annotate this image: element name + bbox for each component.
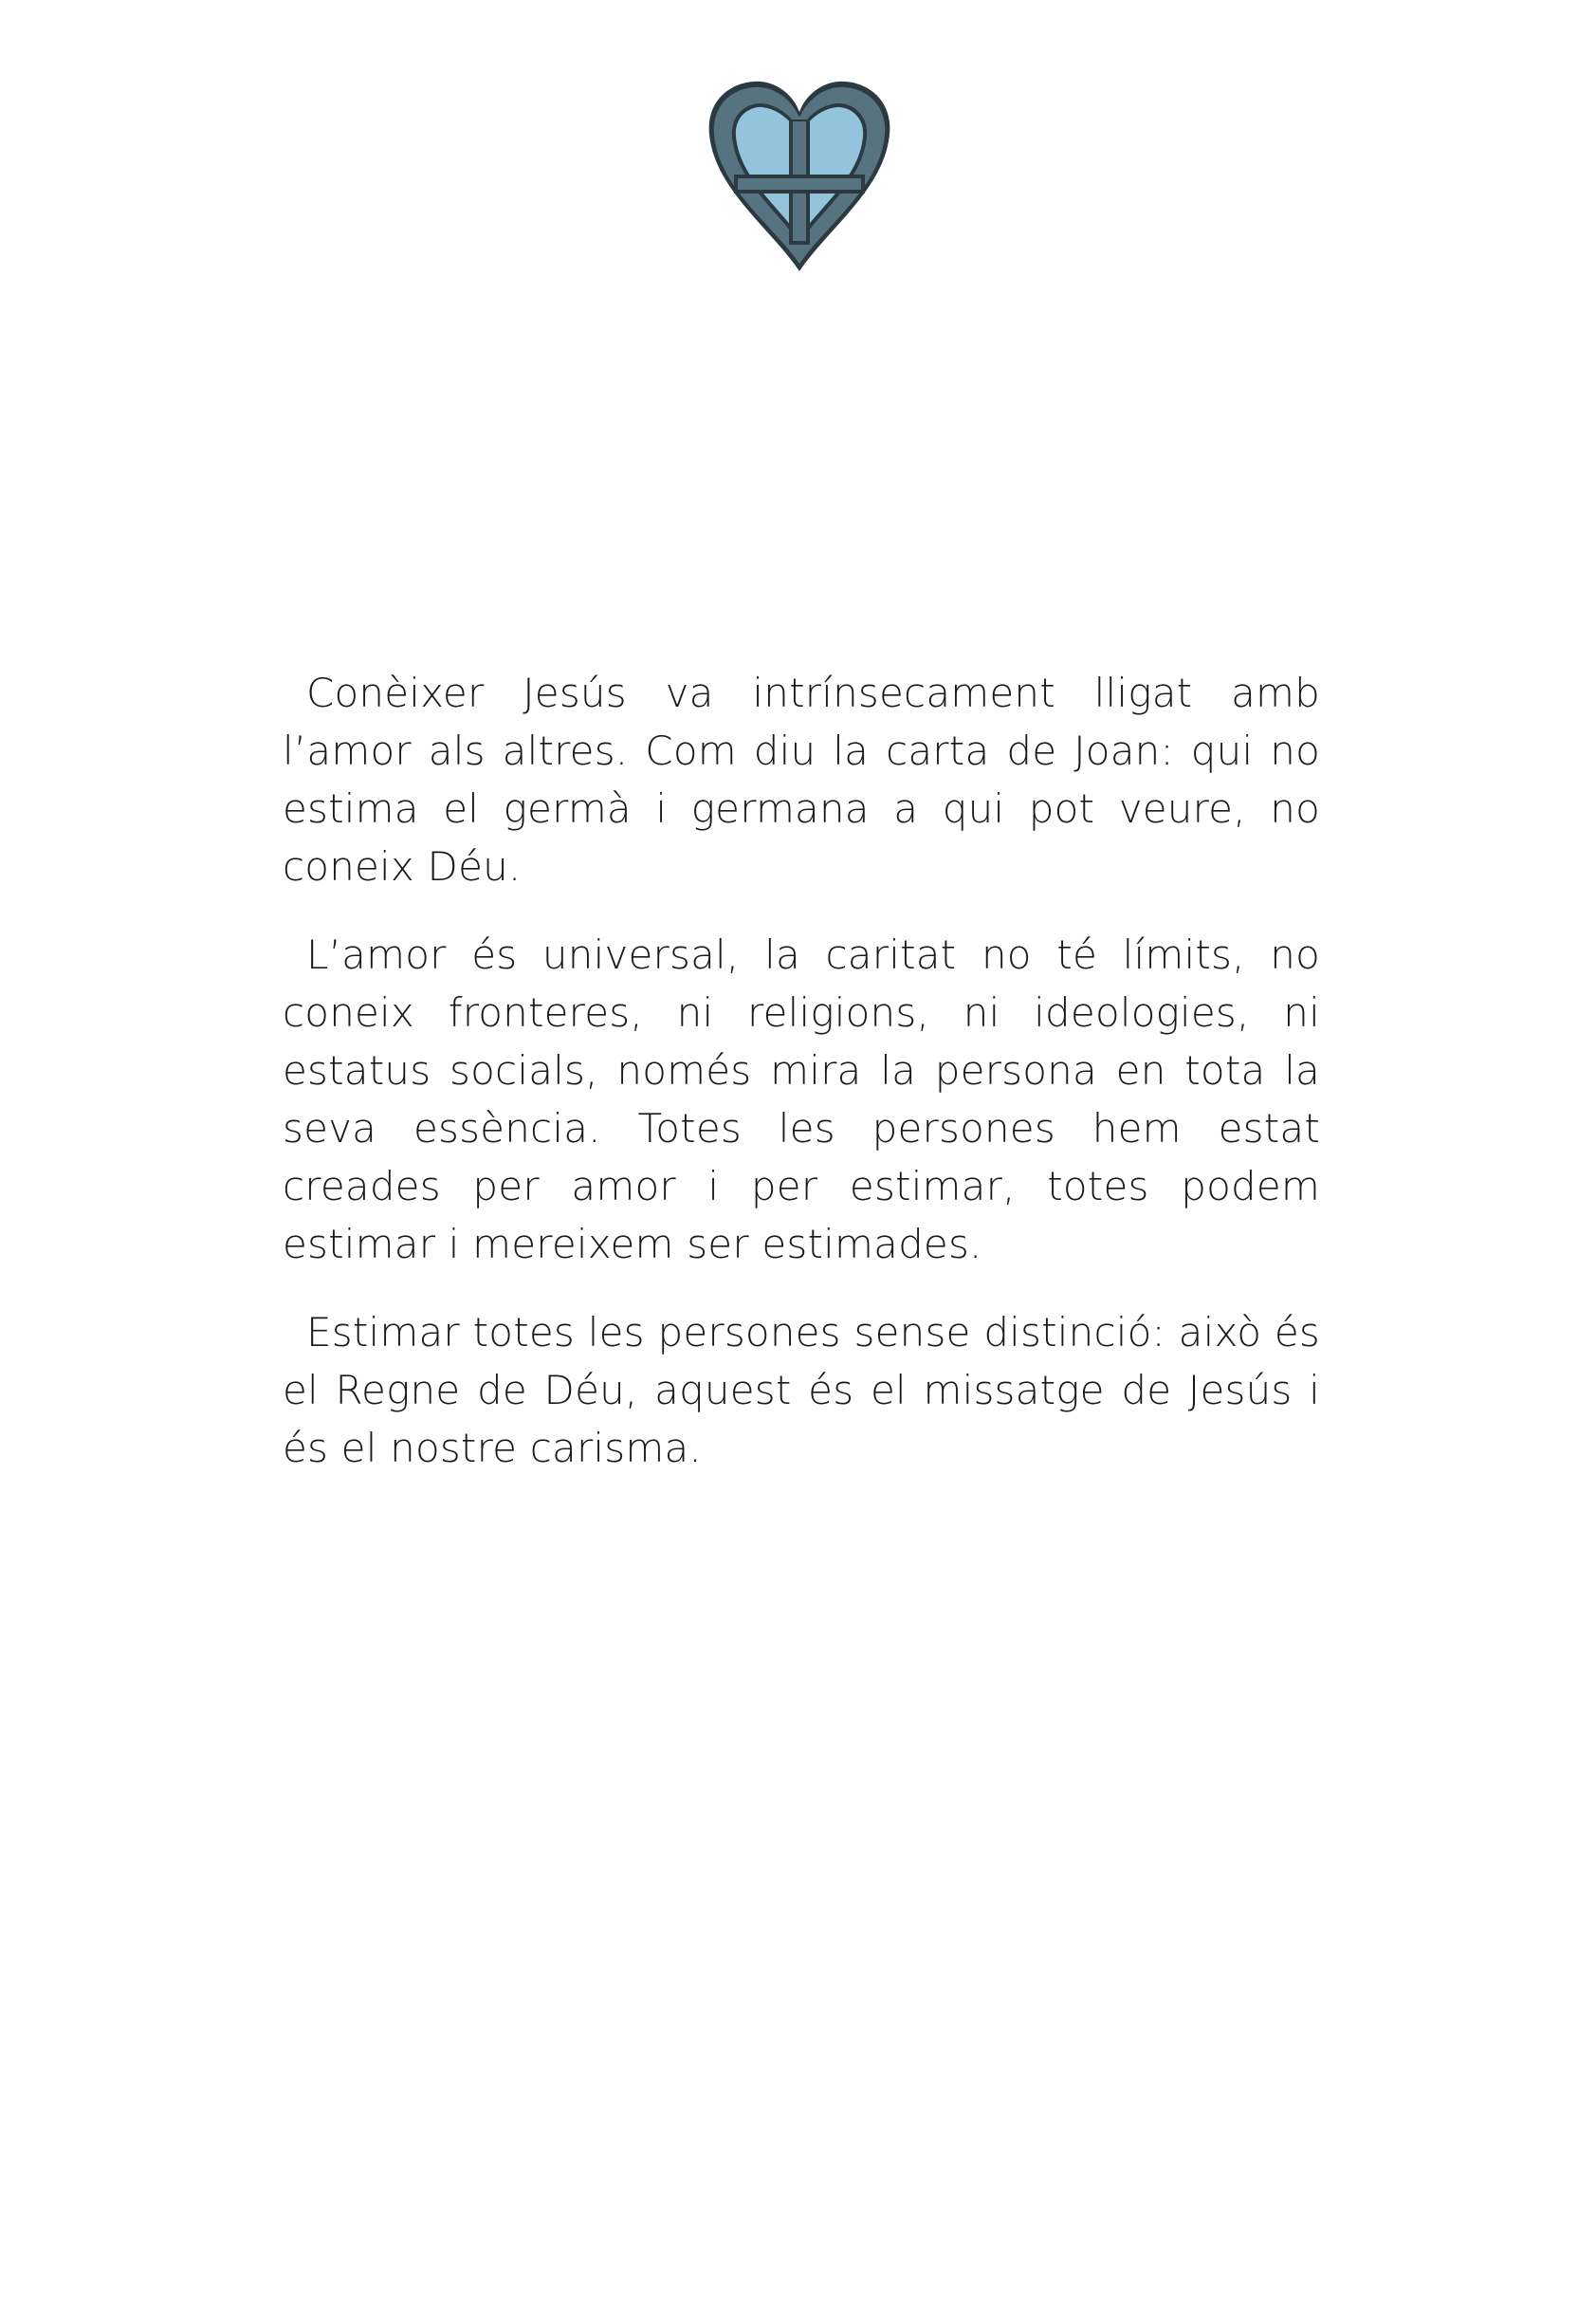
paragraph-1: Conèixer Jesús va intrínsecament lligat amb l’amor als altres. Com diu la carta de Joan: qui no estima el germà i germana a qui pot veure, no coneix Déu. (283, 670, 1320, 890)
paragraph-2: L’amor és universal, la caritat no té límits, no coneix fronteres, ni religions, ni ideologies, ni estatus socials, només mira la persona en tota la seva essència. Totes les persones hem estat creades per amor i per estimar, totes podem estimar i mereixem ser estimades. (283, 931, 1320, 1267)
heart-window-icon (702, 76, 897, 277)
paragraph-3: Estimar totes les persones sense distinció: això és el Regne de Déu, aquest és el missatge de Jesús i és el nostre carisma. (283, 1309, 1320, 1471)
body-text (283, 664, 1320, 1507)
